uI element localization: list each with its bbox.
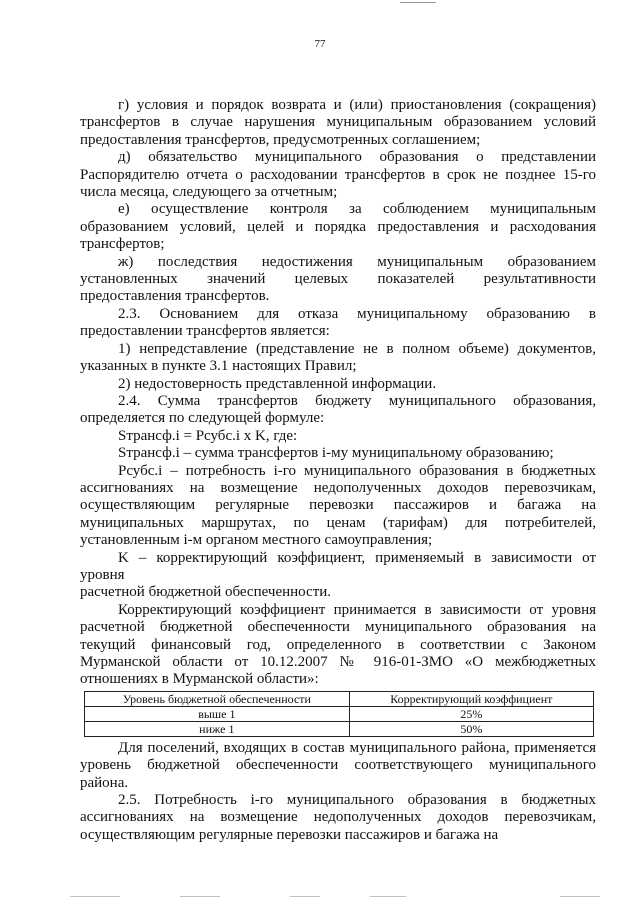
table-cell: 50% [349, 721, 593, 736]
paragraph-line: образованием условий, целей и порядка предоставления и расходования [80, 218, 596, 235]
paragraph-line: расчетной бюджетной обеспеченности муниципального образования на [80, 619, 596, 636]
paragraph-line: предоставлении трансфертов является: [80, 323, 330, 340]
paragraph-line: Мурманской области от 10.12.2007 № 916-01-ЗМО «О межбюджетных [80, 654, 596, 670]
paragraph-line: г) условия и порядок возврата и (или) приостановления (сокращения) [118, 97, 596, 113]
paragraph-line: ассигнованиях на возмещение недополученных доходов перевозчикам, [80, 479, 596, 496]
paragraph-line: ж) последствия недостижения муниципальным образованием [118, 253, 596, 270]
paragraph-line: определяется по следующей формуле: [80, 410, 325, 427]
paragraph-line: числа месяца, следующего за отчетным; [80, 184, 338, 201]
paragraph-line: отношениях в Мурманской области»: [80, 671, 319, 688]
table-header-row [85, 691, 594, 706]
coefficient-table [84, 691, 594, 737]
paragraph-line: муниципальных маршрутах, по ценам (тарифам) для потребителей, [80, 514, 596, 531]
paragraph-line: осуществляющим регулярные перевозки пассажиров и багажа на [80, 826, 499, 843]
paragraph-line: д) обязательство муниципального образования о представлении [118, 149, 596, 166]
page-number: 77 [314, 38, 326, 50]
paragraph-line: установленных значений целевых показателей результативности [80, 271, 596, 288]
paragraph-line: осуществляющим регулярные перевозки пассажиров и багажа на [80, 497, 596, 514]
table-row [85, 721, 594, 736]
paragraph-line: Pсубс.i – потребность i-го муниципального образования в бюджетных [118, 462, 596, 479]
paragraphs-bottom [80, 740, 596, 844]
table-cell: 25% [349, 706, 593, 721]
paragraph-line: Для поселений, входящих в состав муниципального района, применяется [118, 739, 596, 756]
paragraph-line: предоставления трансфертов. [80, 288, 270, 305]
paragraph-line: Распорядителю отчета о расходовании трансфертов в срок не позднее 15-го [80, 166, 596, 183]
paragraph-line: расчетной бюджетной обеспеченности. [80, 584, 332, 601]
paragraph-line: 2.3. Основанием для отказа муниципальному образованию в [118, 305, 596, 322]
paragraph-line: 2) недостоверность представленной информации. [118, 375, 437, 392]
scan-mark [400, 2, 436, 3]
scan-footer-marks [0, 896, 640, 902]
table-cell: ниже 1 [85, 721, 350, 736]
paragraph-line: установленным i-м органом местного самоуправления; [80, 532, 433, 549]
table-cell: выше 1 [85, 706, 350, 721]
paragraph-line: 2.4. Сумма трансфертов бюджету муниципального образования, [118, 392, 596, 409]
paragraph-line: ассигнованиях на возмещение недополученных доходов перевозчикам, [80, 809, 596, 826]
paragraph-line: 1) непредставление (представление не в полном объеме) документов, [118, 340, 596, 357]
paragraph-line: Корректирующий коэффициент принимается в зависимости от уровня [118, 601, 596, 618]
paragraph-line: Sтрансф.i = Pсубс.i x K, где: [118, 427, 298, 444]
paragraph-line: Sтрансф.i – сумма трансфертов i-му муниципальному образованию; [118, 445, 554, 462]
document-body [80, 97, 596, 844]
paragraph-line: 2.5. Потребность i-го муниципального образования в бюджетных [118, 792, 596, 809]
table-header-level: Уровень бюджетной обеспеченности [85, 691, 350, 706]
paragraphs-top [80, 97, 596, 689]
paragraph-line: предоставления трансфертов, предусмотренных соглашением; [80, 131, 481, 148]
paragraph-line: района. [80, 774, 129, 791]
paragraph-line: трансфертов в случае нарушения муниципальным образованием условий [80, 114, 596, 131]
paragraph-line: текущий финансовый год, определенного в соответствии с Законом [80, 636, 596, 653]
paragraph-line: е) осуществление контроля за соблюдением муниципальным [118, 201, 596, 218]
table-header-coefficient: Корректирующий коэффициент [349, 691, 593, 706]
paragraph-line: трансфертов; [80, 236, 165, 253]
paragraph-line: K – корректирующий коэффициент, применяемый в зависимости от уровня [80, 549, 596, 583]
table-row [85, 706, 594, 721]
paragraph-line: уровень бюджетной обеспеченности соответствующего муниципального [80, 757, 596, 774]
paragraph-line: указанных в пункте 3.1 настоящих Правил; [80, 358, 357, 375]
